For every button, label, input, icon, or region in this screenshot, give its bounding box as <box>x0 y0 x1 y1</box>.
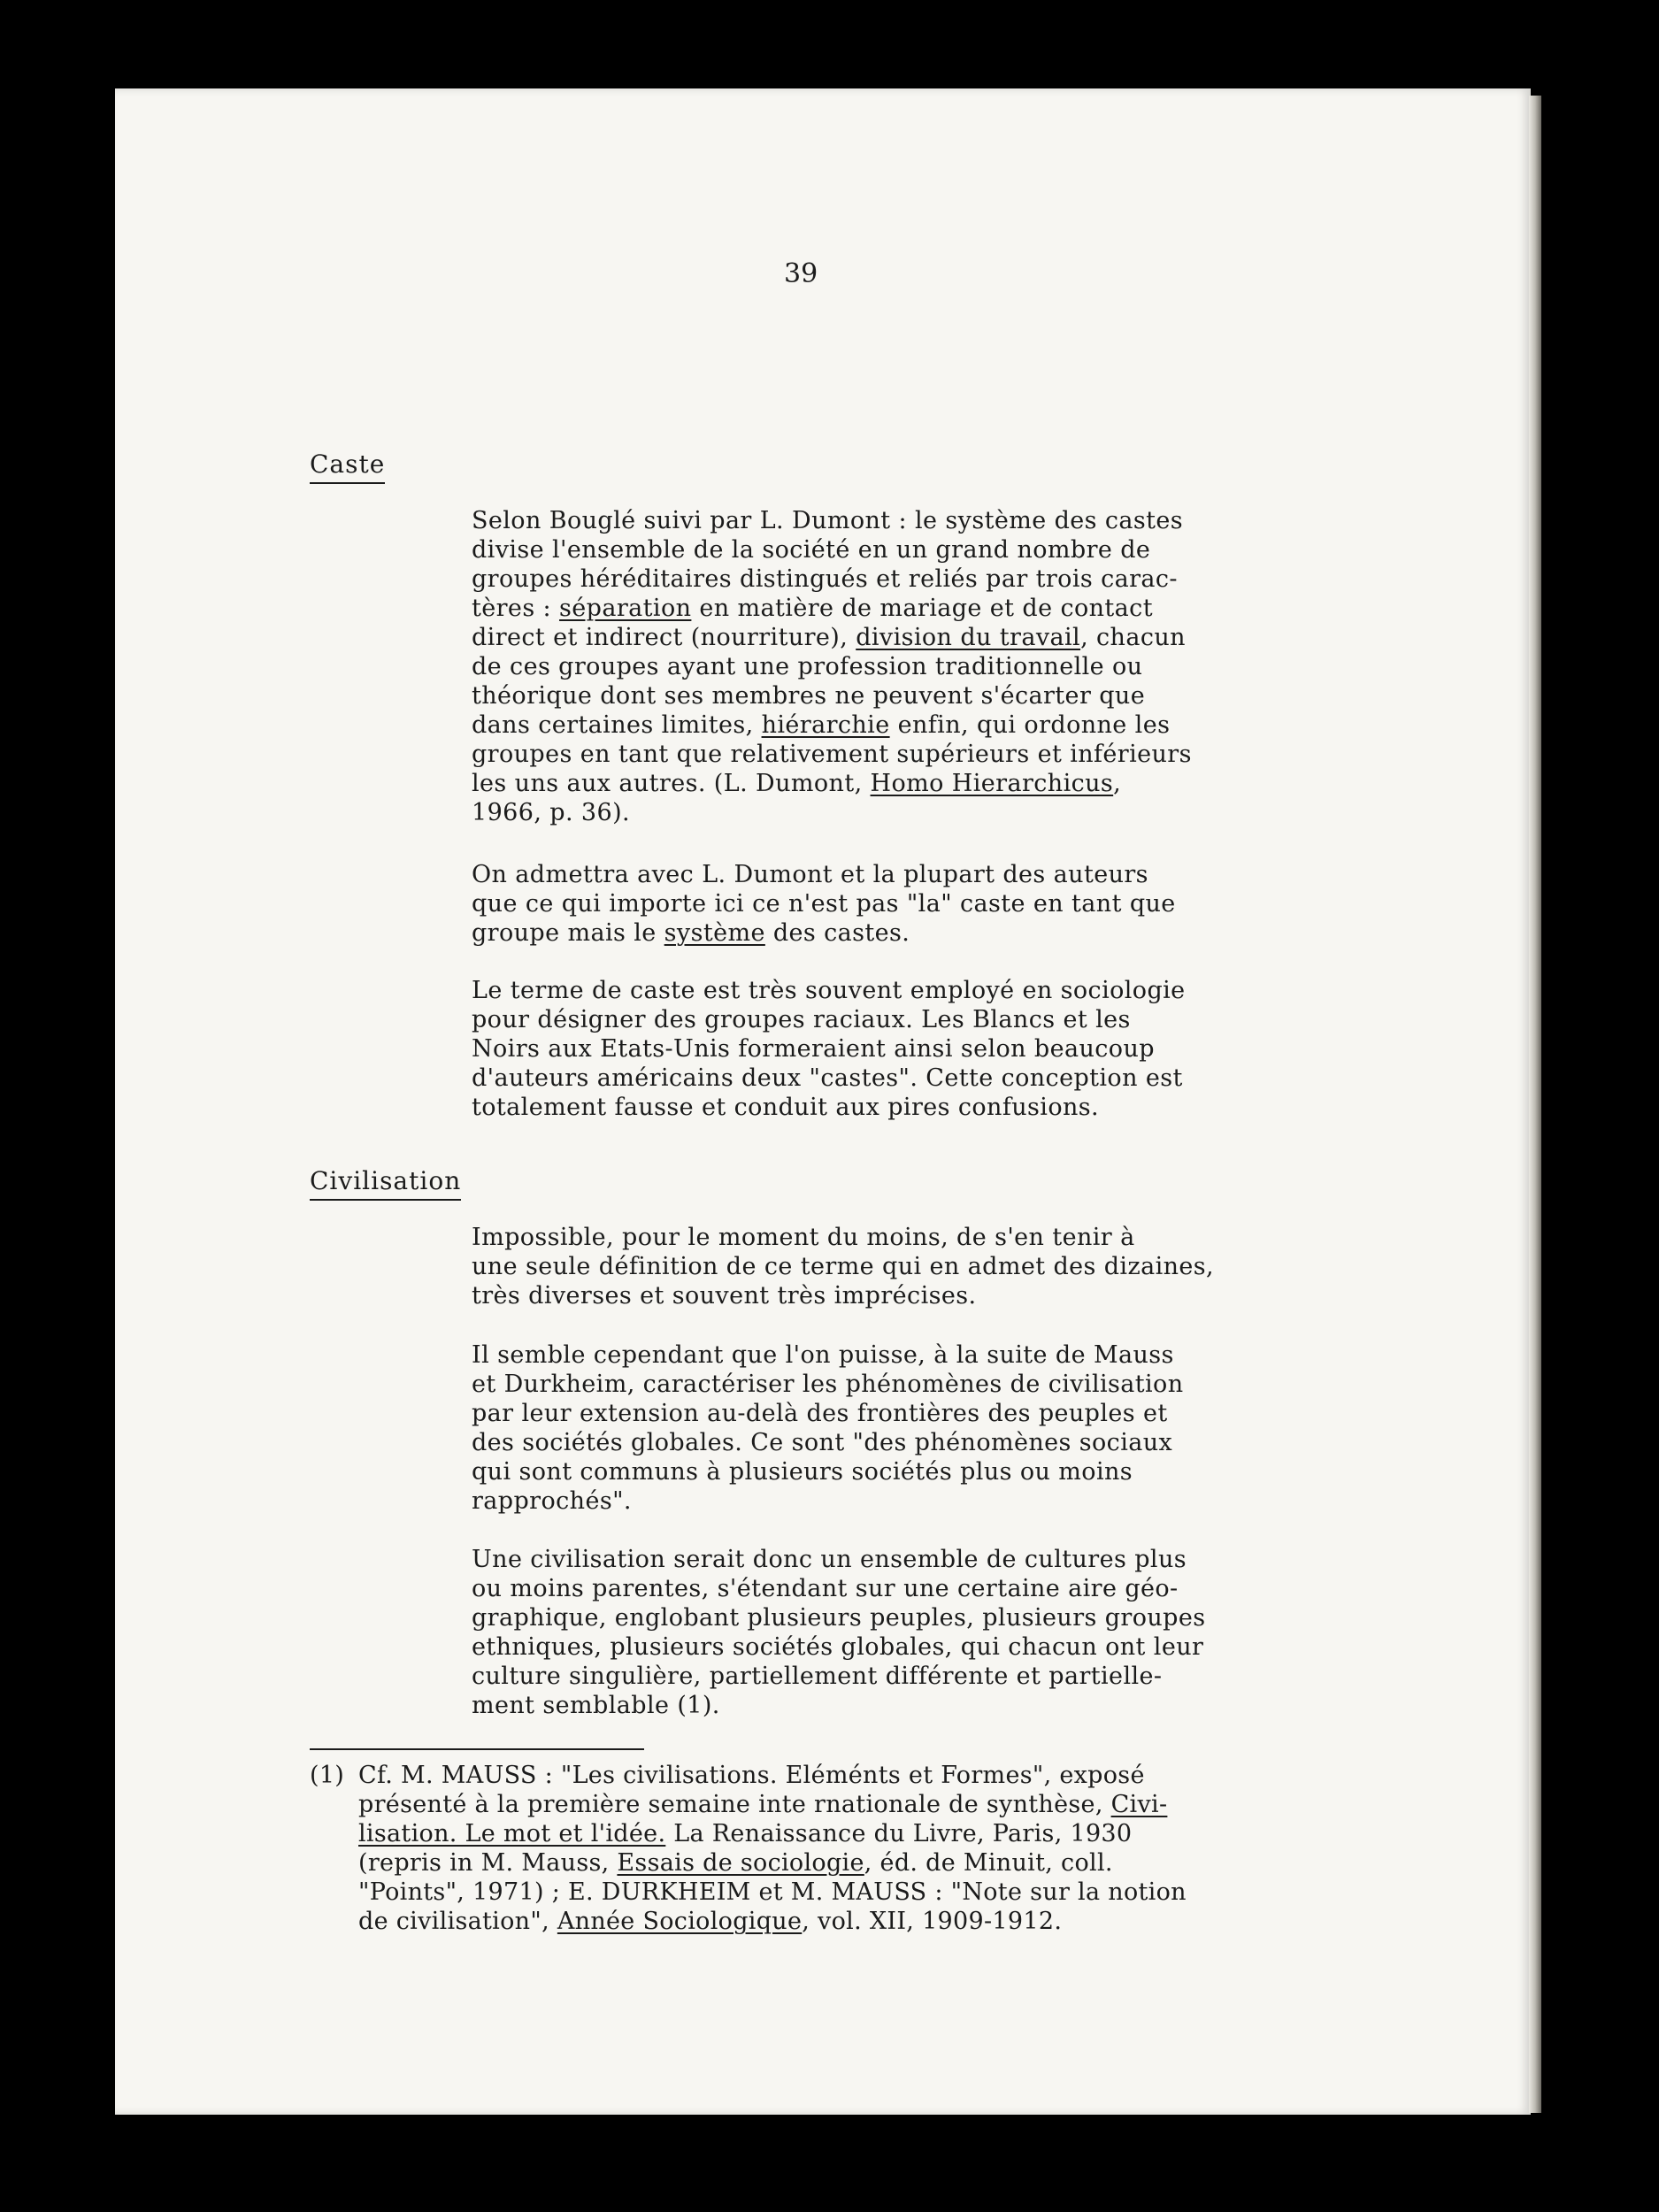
text-line <box>472 740 1356 769</box>
footnote-line <box>310 1819 1363 1848</box>
text-run: La Renaissance du Livre, Paris, 1930 <box>665 1820 1133 1847</box>
text-line <box>472 1370 1356 1399</box>
text-line <box>472 1545 1356 1574</box>
text-run: une seule définition de ce terme qui en admet des dizaines, <box>472 1253 1215 1280</box>
text-run: ethniques, plusieurs sociétés globales, qui chacun ont leur <box>472 1633 1204 1661</box>
text-run: pour désigner des groupes raciaux. Les Blancs et les <box>472 1006 1131 1033</box>
text-run: tères : <box>472 595 560 622</box>
text-run: de ces groupes ayant une profession traditionnelle ou <box>472 653 1143 680</box>
text-line <box>472 1005 1356 1034</box>
underlined-text: système <box>664 919 765 947</box>
text-line <box>472 889 1356 918</box>
text-line <box>472 535 1356 565</box>
text-line <box>472 1632 1356 1662</box>
civilisation-paragraph-1 <box>472 1223 1356 1310</box>
text-run: présenté à la première semaine inte rnationale de synthèse, <box>358 1791 1111 1818</box>
footnote-marker: (1) <box>310 1762 345 1789</box>
text-run: (repris in M. Mauss, <box>358 1849 618 1877</box>
text-line <box>472 506 1356 535</box>
text-run: qui sont communs à plusieurs sociétés plus ou moins <box>472 1458 1133 1486</box>
text-line <box>472 1399 1356 1428</box>
text-run: ment semblable (1). <box>472 1692 720 1719</box>
text-line <box>472 652 1356 681</box>
text-line <box>472 918 1356 948</box>
text-run: direct et indirect (nourriture), <box>472 624 856 651</box>
text-run: enfin, qui ordonne les <box>889 711 1171 739</box>
footnote-line <box>310 1878 1363 1907</box>
text-line <box>472 681 1356 710</box>
text-run: dans certaines limites, <box>472 711 762 739</box>
text-line <box>472 1281 1356 1310</box>
text-run: par leur extension au-delà des frontières des peuples et <box>472 1400 1168 1427</box>
footnote-line <box>310 1848 1363 1878</box>
text-line <box>472 860 1356 889</box>
text-run: Le terme de caste est très souvent employé en sociologie <box>472 977 1186 1004</box>
text-run: , chacun <box>1080 624 1186 651</box>
text-run: , vol. XII, 1909-1912. <box>802 1908 1063 1935</box>
footnote-separator <box>310 1748 644 1750</box>
text-line <box>472 1662 1356 1691</box>
text-run: groupe mais le <box>472 919 664 947</box>
text-run: , éd. de Minuit, coll. <box>864 1849 1113 1877</box>
text-run: Selon Bouglé suivi par L. Dumont : le système des castes <box>472 507 1184 534</box>
text-run: des sociétés globales. Ce sont "des phénomènes sociaux <box>472 1429 1173 1456</box>
text-line <box>472 1691 1356 1720</box>
text-run: groupes héréditaires distingués et reliés par trois carac- <box>472 565 1178 593</box>
section-title-text: Caste <box>310 449 385 484</box>
underlined-text: Civi- <box>1110 1791 1168 1818</box>
page-edge <box>1529 96 1541 2113</box>
text-line <box>472 769 1356 798</box>
footnote <box>310 1761 1363 1936</box>
caste-paragraph-3 <box>472 976 1356 1122</box>
text-run: théorique dont ses membres ne peuvent s'écarter que <box>472 682 1146 710</box>
text-run: Il semble cependant que l'on puisse, à la suite de Mauss <box>472 1341 1174 1369</box>
text-run: les uns aux autres. (L. Dumont, <box>472 770 871 797</box>
underlined-text: division du travail <box>856 624 1081 651</box>
text-run: et Durkheim, caractériser les phénomènes de civilisation <box>472 1371 1184 1398</box>
text-run: Cf. M. MAUSS : "Les civilisations. Eléménts et Formes", exposé <box>358 1762 1145 1789</box>
text-line <box>472 798 1356 827</box>
text-run: graphique, englobant plusieurs peuples, plusieurs groupes <box>472 1604 1206 1632</box>
text-line <box>472 1603 1356 1632</box>
footnote-line <box>310 1907 1363 1936</box>
text-run: que ce qui importe ici ce n'est pas "la" caste en tant que <box>472 890 1176 918</box>
section-title-civilisation <box>310 1166 461 1195</box>
footnote-line <box>310 1761 1363 1790</box>
page-number: 39 <box>784 258 818 289</box>
underlined-text: séparation <box>559 595 692 622</box>
text-line <box>472 1093 1356 1122</box>
text-run: très diverses et souvent très imprécises. <box>472 1282 977 1310</box>
footnote-line <box>310 1790 1363 1819</box>
text-run: Impossible, pour le moment du moins, de s'en tenir à <box>472 1224 1135 1251</box>
underlined-text: lisation. Le mot et l'idée. <box>358 1820 666 1847</box>
text-line <box>472 1340 1356 1370</box>
text-run: culture singulière, partiellement différente et partielle- <box>472 1663 1163 1690</box>
text-line <box>472 1457 1356 1486</box>
text-run: On admettra avec L. Dumont et la plupart des auteurs <box>472 861 1148 888</box>
text-line <box>472 710 1356 740</box>
underlined-text: hiérarchie <box>761 711 890 739</box>
text-run: 1966, p. 36). <box>472 799 630 826</box>
underlined-text: Année Sociologique <box>557 1908 803 1935</box>
text-line <box>472 1223 1356 1252</box>
text-run: groupes en tant que relativement supérieurs et inférieurs <box>472 741 1192 768</box>
text-line <box>472 1034 1356 1064</box>
text-line <box>472 1252 1356 1281</box>
text-line <box>472 1064 1356 1093</box>
text-line <box>472 1428 1356 1457</box>
text-run: totalement fausse et conduit aux pires confusions. <box>472 1094 1100 1121</box>
text-run: divise l'ensemble de la société en un grand nombre de <box>472 536 1151 564</box>
text-line <box>472 623 1356 652</box>
text-run: de civilisation", <box>358 1908 557 1935</box>
text-run: en matière de mariage et de contact <box>691 595 1153 622</box>
civilisation-paragraph-3 <box>472 1545 1356 1720</box>
caste-paragraph-2 <box>472 860 1356 948</box>
section-title-caste <box>310 449 385 479</box>
section-title-text: Civilisation <box>310 1166 461 1201</box>
text-run: , <box>1113 770 1122 797</box>
text-line <box>472 1486 1356 1516</box>
underlined-text: Homo Hierarchicus <box>870 770 1114 797</box>
text-run: rapprochés". <box>472 1487 632 1515</box>
text-run: "Points", 1971) ; E. DURKHEIM et M. MAUSS : "Note sur la notion <box>358 1878 1187 1906</box>
text-line <box>472 594 1356 623</box>
caste-paragraph-1 <box>472 506 1356 827</box>
text-line <box>472 1574 1356 1603</box>
text-run: Noirs aux Etats-Unis formeraient ainsi selon beaucoup <box>472 1035 1155 1063</box>
text-run: Une civilisation serait donc un ensemble de cultures plus <box>472 1546 1187 1573</box>
underlined-text: Essais de sociologie <box>617 1849 864 1877</box>
text-run: des castes. <box>764 919 910 947</box>
text-line <box>472 976 1356 1005</box>
text-run: d'auteurs américains deux "castes". Cette conception est <box>472 1064 1183 1092</box>
text-line <box>472 565 1356 594</box>
civilisation-paragraph-2 <box>472 1340 1356 1516</box>
text-run: ou moins parentes, s'étendant sur une certaine aire géo- <box>472 1575 1179 1602</box>
